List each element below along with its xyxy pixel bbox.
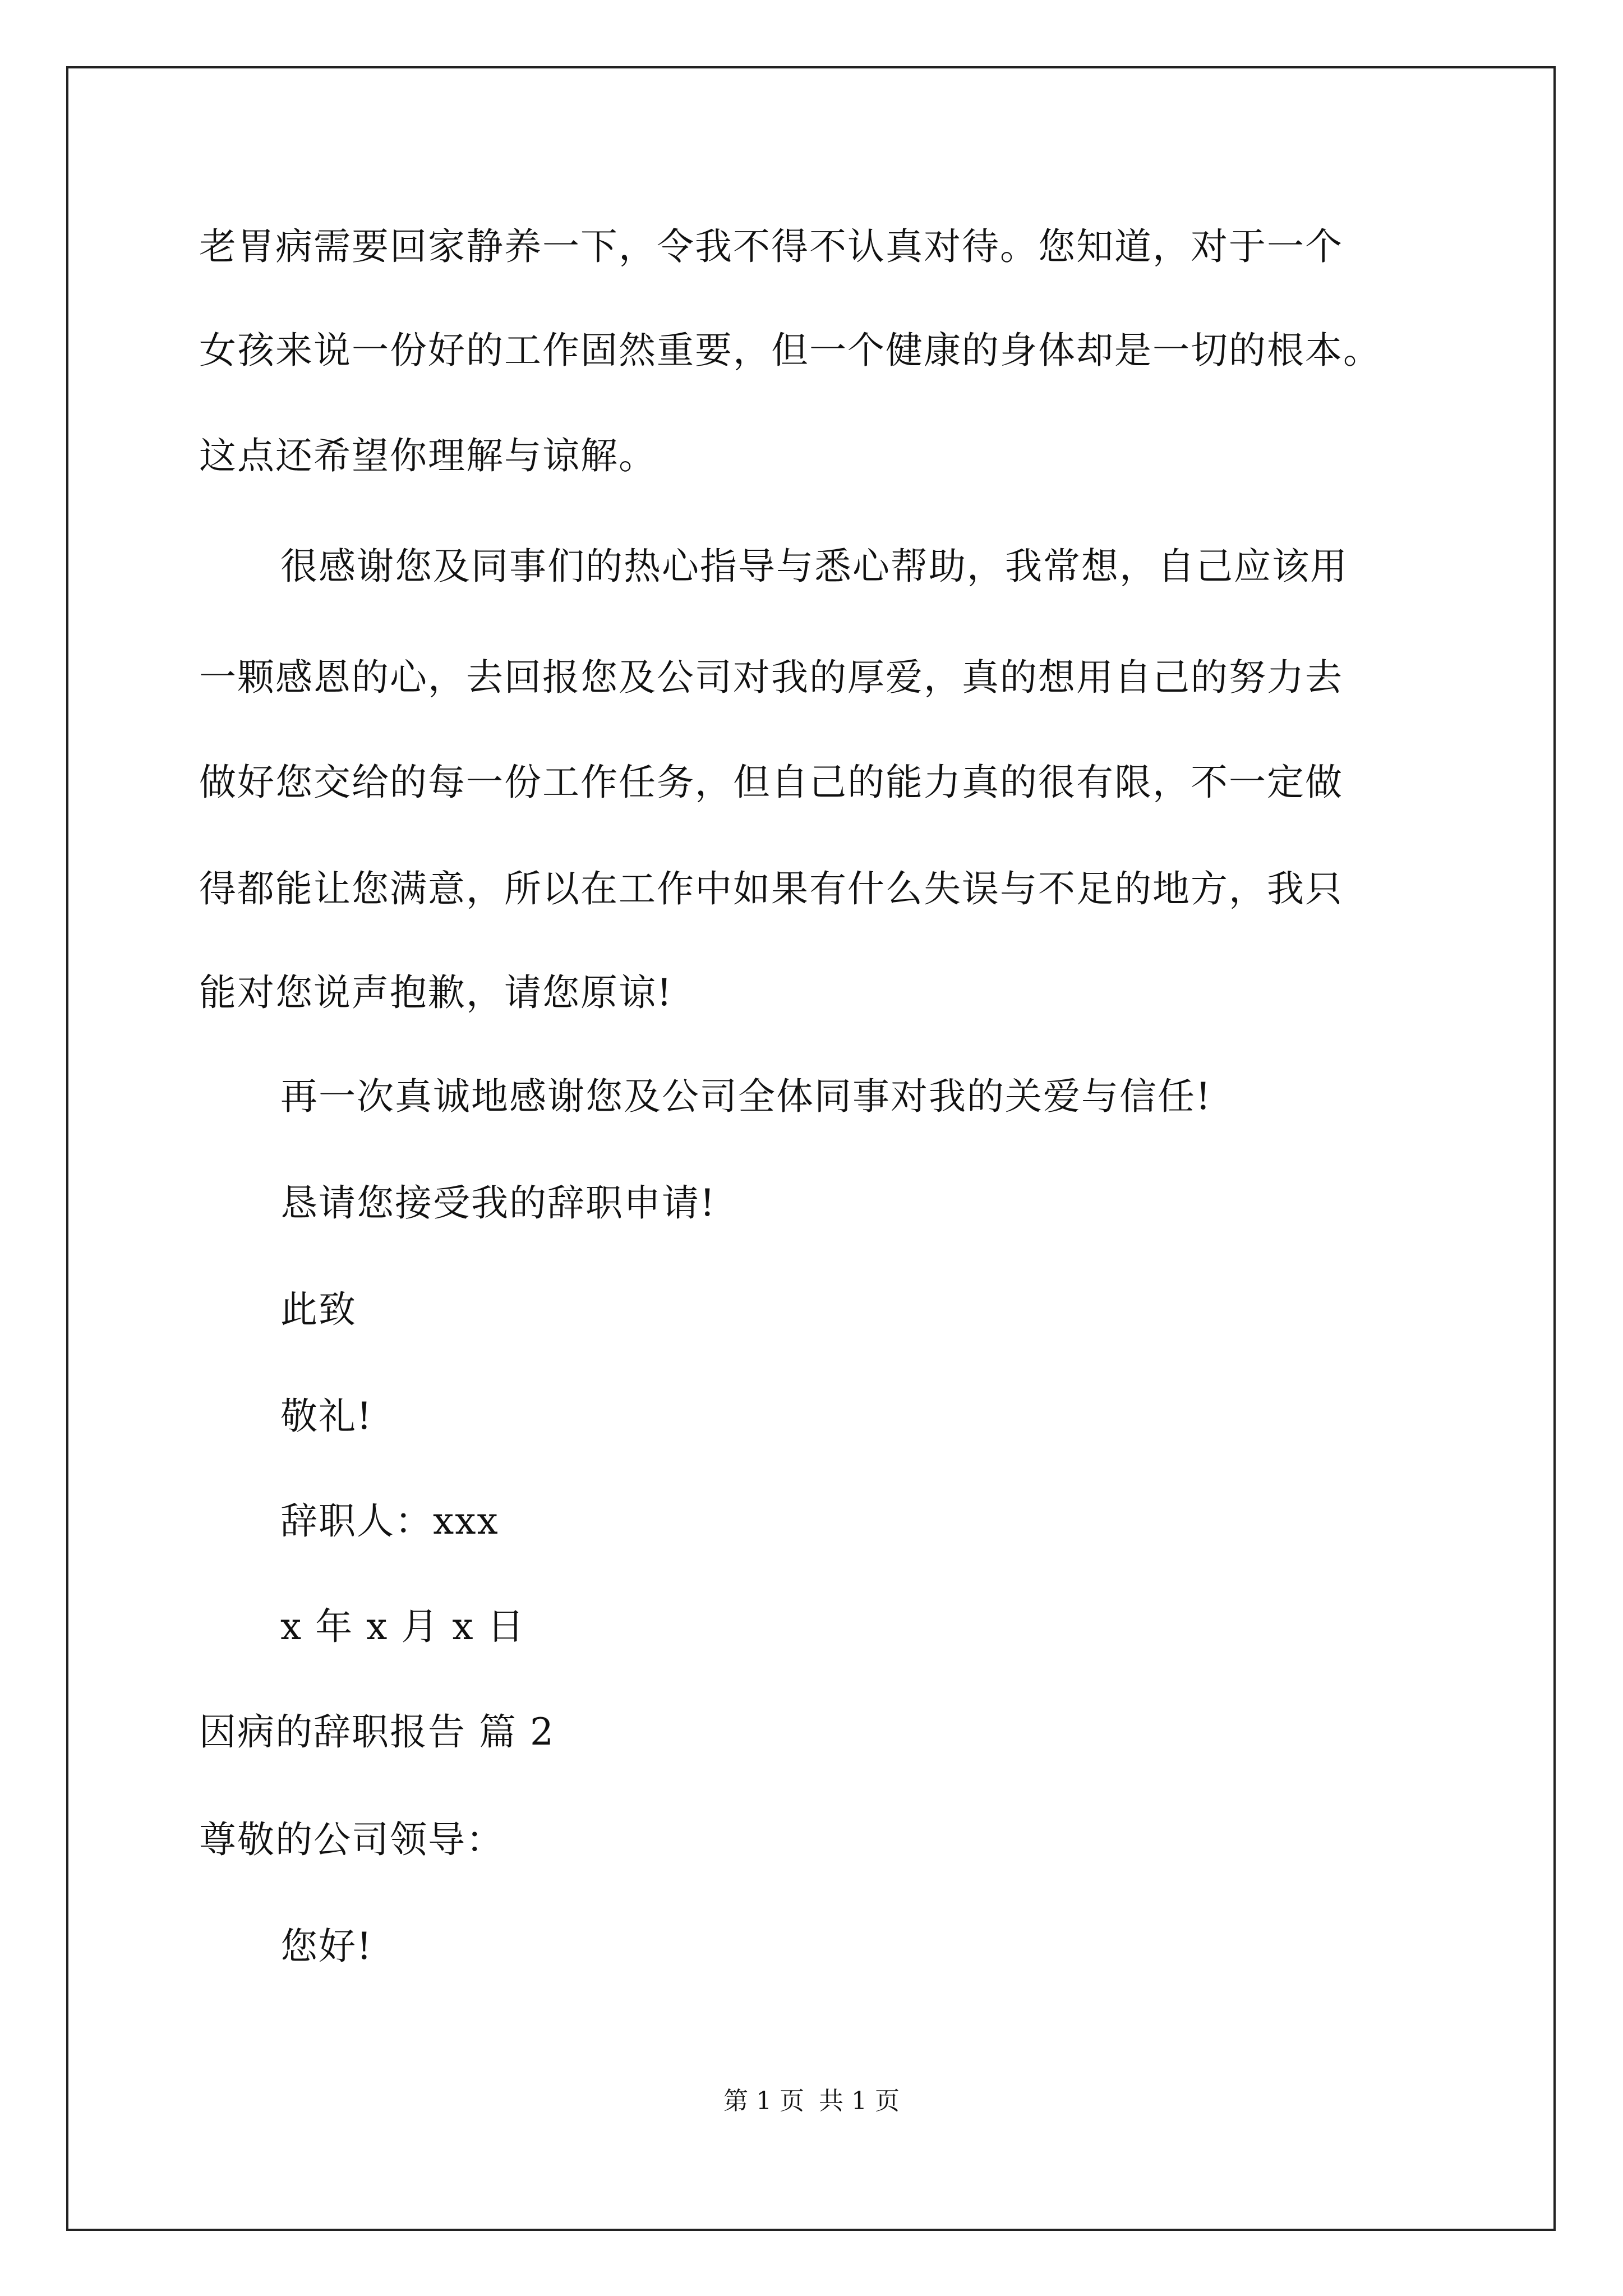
page-footer (0, 2086, 1623, 2117)
paragraph-line: 做好您交给的每一份工作任务，但自己的能力真的很有限，不一定做 (199, 761, 1343, 804)
section-title: 因病的辞职报告 篇 2 (199, 1710, 555, 1754)
greeting: 您好! (280, 1925, 373, 1968)
closing-line: 敬礼! (280, 1395, 373, 1438)
page-total: 共 1 页 (819, 2087, 900, 2115)
salutation: 尊敬的公司领导： (199, 1818, 504, 1861)
date-line: x 年 x 月 x 日 (280, 1605, 525, 1648)
paragraph-line: 一颗感恩的心，去回报您及公司对我的厚爱，真的想用自己的努力去 (199, 656, 1343, 699)
paragraph-line: 很感谢您及同事们的热心指导与悉心帮助，我常想，自己应该用 (280, 545, 1348, 588)
page-number: 第 1 页 (723, 2087, 804, 2115)
paragraph-line: 这点还希望你理解与谅解。 (199, 434, 657, 477)
paragraph-line: 再一次真诚地感谢您及公司全体同事对我的关爱与信任! (280, 1075, 1212, 1118)
page-border (66, 66, 1556, 2231)
paragraph-line: 能对您说声抱歉，请您原谅! (199, 971, 673, 1014)
paragraph-line: 女孩来说一份好的工作固然重要，但一个健康的身体却是一切的根本。 (199, 329, 1381, 372)
closing-line: 此致 (280, 1288, 357, 1331)
signer-line: 辞职人：xxx (280, 1499, 499, 1543)
paragraph-line: 恳请您接受我的辞职申请! (280, 1181, 716, 1225)
paragraph-line: 得都能让您满意，所以在工作中如果有什么失误与不足的地方，我只 (199, 867, 1343, 910)
paragraph-line: 老胃病需要回家静养一下，令我不得不认真对待。您知道，对于一个 (199, 225, 1343, 268)
